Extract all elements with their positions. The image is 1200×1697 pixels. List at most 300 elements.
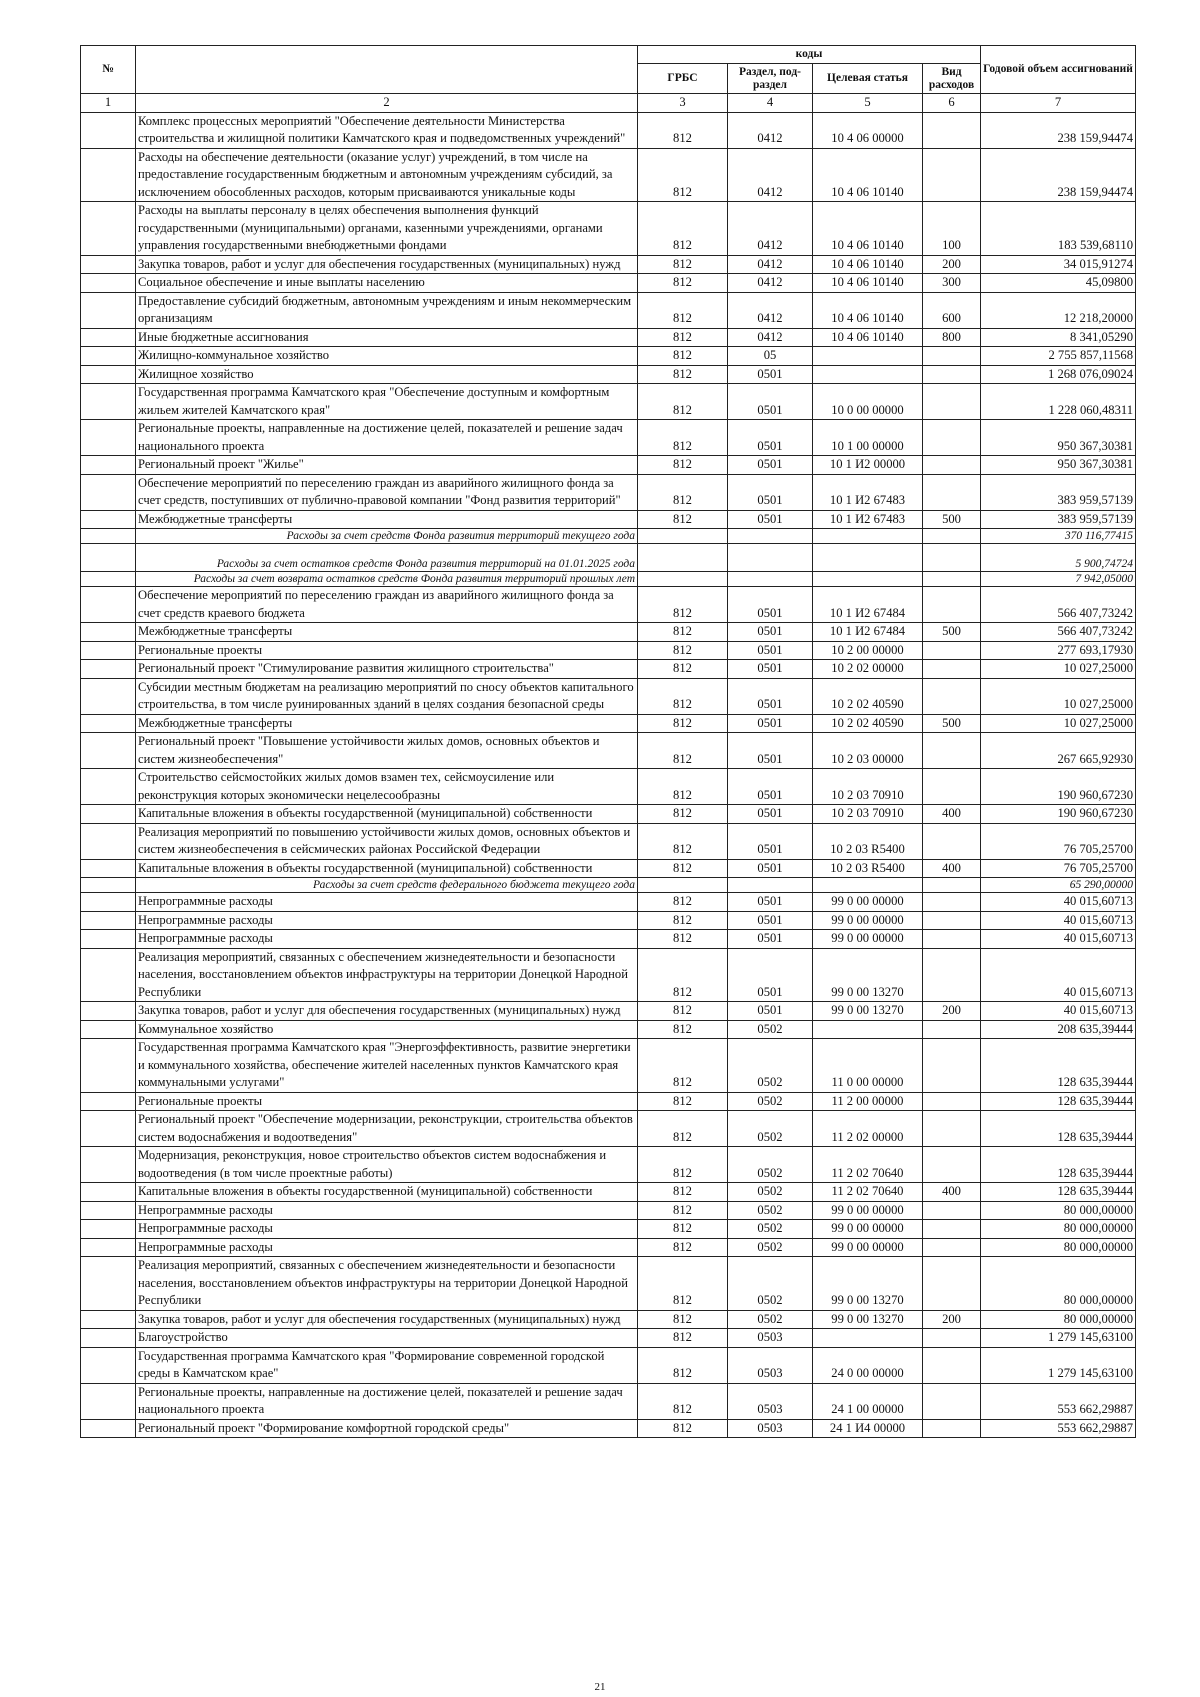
cell-amount: 40 015,60713	[981, 948, 1136, 1002]
cell-no	[81, 678, 136, 714]
cell-target-article	[813, 347, 923, 366]
cell-grbs	[638, 529, 728, 544]
cell-razdel: 0502	[728, 1183, 813, 1202]
cell-expense-type	[923, 544, 981, 572]
cell-expense-type	[923, 893, 981, 912]
table-row	[81, 474, 1136, 510]
cell-razdel: 0501	[728, 733, 813, 769]
cell-name: Благоустройство	[136, 1329, 638, 1348]
cell-no	[81, 893, 136, 912]
cell-amount: 183 539,68110	[981, 202, 1136, 256]
cell-name: Региональный проект "Формирование комфортной городской среды"	[136, 1419, 638, 1438]
cell-razdel: 0503	[728, 1383, 813, 1419]
cell-amount: 383 959,57139	[981, 510, 1136, 529]
cell-target-article: 10 4 06 10140	[813, 148, 923, 202]
cell-no	[81, 1147, 136, 1183]
cell-no	[81, 255, 136, 274]
cell-no	[81, 112, 136, 148]
cell-razdel	[728, 544, 813, 572]
cell-grbs: 812	[638, 420, 728, 456]
table-row	[81, 420, 1136, 456]
table-row	[81, 1092, 1136, 1111]
cell-no	[81, 1201, 136, 1220]
col-codes: коды	[638, 46, 981, 64]
cell-no	[81, 1039, 136, 1093]
cell-target-article: 24 1 И4 00000	[813, 1419, 923, 1438]
table-row	[81, 1147, 1136, 1183]
cell-razdel: 0412	[728, 148, 813, 202]
cell-target-article	[813, 529, 923, 544]
cell-target-article: 10 4 06 10140	[813, 274, 923, 293]
cell-no	[81, 274, 136, 293]
cell-expense-type	[923, 347, 981, 366]
colnum: 3	[638, 94, 728, 113]
cell-target-article: 10 1 И2 67483	[813, 510, 923, 529]
cell-expense-type	[923, 474, 981, 510]
cell-razdel: 0412	[728, 255, 813, 274]
cell-expense-type	[923, 384, 981, 420]
cell-grbs: 812	[638, 365, 728, 384]
cell-name: Капитальные вложения в объекты государственной (муниципальной) собственности	[136, 859, 638, 878]
cell-expense-type	[923, 678, 981, 714]
table-row	[81, 623, 1136, 642]
cell-expense-type	[923, 456, 981, 475]
cell-amount: 370 116,77415	[981, 529, 1136, 544]
cell-name: Расходы за счет возврата остатков средств Фонда развития территорий прошлых лет	[136, 572, 638, 587]
cell-razdel: 0501	[728, 510, 813, 529]
cell-name: Межбюджетные трансферты	[136, 623, 638, 642]
table-row	[81, 769, 1136, 805]
cell-expense-type: 400	[923, 805, 981, 824]
cell-expense-type: 200	[923, 1002, 981, 1021]
cell-razdel: 0502	[728, 1111, 813, 1147]
cell-expense-type	[923, 769, 981, 805]
cell-razdel: 0412	[728, 292, 813, 328]
table-row	[81, 859, 1136, 878]
cell-grbs: 812	[638, 274, 728, 293]
colnum: 6	[923, 94, 981, 113]
cell-grbs: 812	[638, 1201, 728, 1220]
cell-razdel: 0501	[728, 893, 813, 912]
cell-no	[81, 420, 136, 456]
cell-no	[81, 1383, 136, 1419]
cell-target-article	[813, 572, 923, 587]
cell-no	[81, 948, 136, 1002]
cell-expense-type	[923, 572, 981, 587]
cell-amount: 80 000,00000	[981, 1201, 1136, 1220]
cell-expense-type	[923, 420, 981, 456]
cell-no	[81, 1092, 136, 1111]
cell-target-article	[813, 1020, 923, 1039]
cell-target-article: 10 1 И2 67483	[813, 474, 923, 510]
cell-razdel	[728, 529, 813, 544]
table-body	[81, 112, 1136, 1438]
cell-amount: 8 341,05290	[981, 328, 1136, 347]
table-row	[81, 255, 1136, 274]
table-row	[81, 733, 1136, 769]
cell-grbs: 812	[638, 1002, 728, 1021]
cell-razdel: 0502	[728, 1257, 813, 1311]
cell-expense-type	[923, 529, 981, 544]
cell-razdel: 0502	[728, 1201, 813, 1220]
cell-grbs: 812	[638, 1220, 728, 1239]
cell-razdel: 0501	[728, 456, 813, 475]
cell-amount: 40 015,60713	[981, 930, 1136, 949]
cell-no	[81, 1257, 136, 1311]
cell-name: Региональный проект "Жилье"	[136, 456, 638, 475]
cell-no	[81, 1310, 136, 1329]
cell-no	[81, 365, 136, 384]
cell-grbs: 812	[638, 1238, 728, 1257]
cell-razdel: 0502	[728, 1020, 813, 1039]
cell-razdel: 0501	[728, 420, 813, 456]
page-number: 21	[594, 1681, 606, 1693]
cell-name: Жилищное хозяйство	[136, 365, 638, 384]
header-row	[81, 46, 1136, 64]
cell-amount: 383 959,57139	[981, 474, 1136, 510]
cell-name: Региональные проекты, направленные на достижение целей, показателей и решение задач национального проекта	[136, 1383, 638, 1419]
cell-name: Расходы за счет остатков средств Фонда развития территорий на 01.01.2025 года	[136, 544, 638, 572]
col-vr: Вид расходов	[923, 64, 981, 94]
table-row	[81, 1329, 1136, 1348]
cell-no	[81, 328, 136, 347]
cell-grbs: 812	[638, 714, 728, 733]
cell-name: Государственная программа Камчатского края "Обеспечение доступным и комфортным жильем жителей Камчатского края"	[136, 384, 638, 420]
col-cs: Целевая статья	[813, 64, 923, 94]
cell-no	[81, 544, 136, 572]
cell-amount: 128 635,39444	[981, 1111, 1136, 1147]
cell-expense-type	[923, 1147, 981, 1183]
cell-name: Капитальные вложения в объекты государственной (муниципальной) собственности	[136, 805, 638, 824]
cell-razdel: 0502	[728, 1220, 813, 1239]
cell-name: Региональные проекты, направленные на достижение целей, показателей и решение задач национального проекта	[136, 420, 638, 456]
table-row	[81, 1220, 1136, 1239]
cell-razdel: 0501	[728, 365, 813, 384]
table-row	[81, 1347, 1136, 1383]
cell-amount: 277 693,17930	[981, 641, 1136, 660]
cell-grbs: 812	[638, 823, 728, 859]
cell-razdel: 0501	[728, 769, 813, 805]
cell-amount: 80 000,00000	[981, 1220, 1136, 1239]
cell-grbs: 812	[638, 641, 728, 660]
cell-expense-type	[923, 878, 981, 893]
cell-target-article: 99 0 00 00000	[813, 930, 923, 949]
cell-name: Обеспечение мероприятий по переселению граждан из аварийного жилищного фонда за счет средств, поступивших от публично-правовой компании "Фонд развития территорий"	[136, 474, 638, 510]
cell-amount: 2 755 857,11568	[981, 347, 1136, 366]
cell-expense-type: 200	[923, 1310, 981, 1329]
table-row	[81, 948, 1136, 1002]
cell-grbs: 812	[638, 1183, 728, 1202]
cell-target-article: 10 2 02 40590	[813, 714, 923, 733]
cell-name: Закупка товаров, работ и услуг для обеспечения государственных (муниципальных) нужд	[136, 1310, 638, 1329]
cell-expense-type	[923, 587, 981, 623]
cell-razdel: 0501	[728, 660, 813, 679]
cell-no	[81, 769, 136, 805]
cell-no	[81, 733, 136, 769]
table-row	[81, 347, 1136, 366]
cell-no	[81, 1347, 136, 1383]
cell-razdel: 0412	[728, 274, 813, 293]
cell-name: Региональные проекты	[136, 641, 638, 660]
cell-no	[81, 529, 136, 544]
cell-amount: 45,09800	[981, 274, 1136, 293]
cell-name: Коммунальное хозяйство	[136, 1020, 638, 1039]
cell-amount: 190 960,67230	[981, 769, 1136, 805]
cell-no	[81, 587, 136, 623]
cell-no	[81, 384, 136, 420]
cell-grbs: 812	[638, 1383, 728, 1419]
cell-grbs: 812	[638, 948, 728, 1002]
table-row	[81, 148, 1136, 202]
cell-name: Комплекс процессных мероприятий "Обеспечение деятельности Министерства строительства и жилищной политики Камчатского края и подведомственных учреждений"	[136, 112, 638, 148]
cell-name: Региональный проект "Повышение устойчивости жилых домов, основных объектов и систем жизнеобеспечения"	[136, 733, 638, 769]
cell-grbs: 812	[638, 510, 728, 529]
table-row	[81, 544, 1136, 572]
cell-name: Региональный проект "Стимулирование развития жилищного строительства"	[136, 660, 638, 679]
cell-expense-type	[923, 660, 981, 679]
cell-target-article: 10 2 03 00000	[813, 733, 923, 769]
cell-amount: 553 662,29887	[981, 1383, 1136, 1419]
table-row	[81, 202, 1136, 256]
cell-name: Модернизация, реконструкция, новое строительство объектов систем водоснабжения и водоотведения (в том числе проектные работы)	[136, 1147, 638, 1183]
cell-name: Обеспечение мероприятий по переселению граждан из аварийного жилищного фонда за счет средств краевого бюджета	[136, 587, 638, 623]
cell-target-article: 11 2 02 70640	[813, 1147, 923, 1183]
cell-expense-type	[923, 823, 981, 859]
cell-razdel: 0501	[728, 623, 813, 642]
cell-amount: 65 290,00000	[981, 878, 1136, 893]
cell-razdel	[728, 572, 813, 587]
cell-grbs: 812	[638, 1419, 728, 1438]
cell-grbs: 812	[638, 474, 728, 510]
table-row	[81, 456, 1136, 475]
cell-grbs	[638, 878, 728, 893]
colnum: 4	[728, 94, 813, 113]
cell-no	[81, 1238, 136, 1257]
cell-no	[81, 148, 136, 202]
cell-expense-type	[923, 1383, 981, 1419]
cell-no	[81, 1220, 136, 1239]
cell-amount: 12 218,20000	[981, 292, 1136, 328]
cell-target-article: 10 0 00 00000	[813, 384, 923, 420]
cell-grbs: 812	[638, 1147, 728, 1183]
cell-expense-type: 600	[923, 292, 981, 328]
table-row	[81, 292, 1136, 328]
cell-amount: 128 635,39444	[981, 1147, 1136, 1183]
cell-target-article: 99 0 00 00000	[813, 1201, 923, 1220]
cell-grbs: 812	[638, 769, 728, 805]
cell-name: Закупка товаров, работ и услуг для обеспечения государственных (муниципальных) нужд	[136, 255, 638, 274]
table-row	[81, 641, 1136, 660]
cell-no	[81, 1329, 136, 1348]
cell-no	[81, 1111, 136, 1147]
cell-grbs: 812	[638, 1039, 728, 1093]
cell-expense-type	[923, 1201, 981, 1220]
cell-expense-type	[923, 365, 981, 384]
cell-target-article: 11 2 00 00000	[813, 1092, 923, 1111]
table-row	[81, 911, 1136, 930]
cell-grbs: 812	[638, 456, 728, 475]
cell-target-article: 10 2 03 R5400	[813, 859, 923, 878]
cell-razdel: 0501	[728, 911, 813, 930]
cell-name: Непрограммные расходы	[136, 911, 638, 930]
table-row	[81, 1002, 1136, 1021]
cell-expense-type: 500	[923, 623, 981, 642]
cell-amount: 208 635,39444	[981, 1020, 1136, 1039]
cell-amount: 566 407,73242	[981, 587, 1136, 623]
col-razdel: Раздел, под-раздел	[728, 64, 813, 94]
table-row	[81, 510, 1136, 529]
cell-grbs: 812	[638, 148, 728, 202]
cell-target-article: 10 2 02 00000	[813, 660, 923, 679]
cell-razdel: 0501	[728, 714, 813, 733]
cell-no	[81, 660, 136, 679]
cell-target-article: 99 0 00 13270	[813, 1310, 923, 1329]
cell-name: Расходы на выплаты персоналу в целях обеспечения выполнения функций государственными (муниципальными) органами, казенными учреждениями, органами управления государственными внебюджетными фондами	[136, 202, 638, 256]
cell-amount: 553 662,29887	[981, 1419, 1136, 1438]
cell-grbs: 812	[638, 1092, 728, 1111]
cell-no	[81, 292, 136, 328]
cell-grbs: 812	[638, 859, 728, 878]
cell-razdel: 0412	[728, 112, 813, 148]
colnum: 5	[813, 94, 923, 113]
table-row	[81, 384, 1136, 420]
table-row	[81, 587, 1136, 623]
cell-expense-type	[923, 1111, 981, 1147]
cell-grbs: 812	[638, 911, 728, 930]
cell-expense-type: 800	[923, 328, 981, 347]
col-no: №	[81, 46, 136, 94]
cell-target-article: 99 0 00 13270	[813, 948, 923, 1002]
cell-expense-type	[923, 1220, 981, 1239]
cell-name: Предоставление субсидий бюджетным, автономным учреждениям и иным некоммерческим организациям	[136, 292, 638, 328]
cell-name: Региональный проект "Обеспечение модернизации, реконструкции, строительства объектов систем водоснабжения и водоотведения"	[136, 1111, 638, 1147]
cell-amount: 238 159,94474	[981, 148, 1136, 202]
table-row	[81, 1111, 1136, 1147]
cell-amount: 1 279 145,63100	[981, 1329, 1136, 1348]
cell-no	[81, 202, 136, 256]
cell-no	[81, 1002, 136, 1021]
cell-no	[81, 623, 136, 642]
cell-target-article: 10 1 И2 67484	[813, 587, 923, 623]
cell-expense-type	[923, 1419, 981, 1438]
cell-no	[81, 456, 136, 475]
cell-expense-type: 200	[923, 255, 981, 274]
cell-grbs: 812	[638, 1347, 728, 1383]
cell-razdel: 0502	[728, 1039, 813, 1093]
cell-target-article	[813, 878, 923, 893]
table-row	[81, 365, 1136, 384]
cell-grbs: 812	[638, 893, 728, 912]
cell-grbs	[638, 544, 728, 572]
cell-amount: 80 000,00000	[981, 1238, 1136, 1257]
cell-grbs: 812	[638, 328, 728, 347]
cell-amount: 34 015,91274	[981, 255, 1136, 274]
cell-name: Непрограммные расходы	[136, 1238, 638, 1257]
colnum: 1	[81, 94, 136, 113]
cell-amount: 80 000,00000	[981, 1257, 1136, 1311]
cell-target-article: 10 4 06 10140	[813, 292, 923, 328]
cell-target-article: 99 0 00 00000	[813, 893, 923, 912]
cell-amount: 40 015,60713	[981, 911, 1136, 930]
cell-expense-type	[923, 1020, 981, 1039]
cell-no	[81, 347, 136, 366]
cell-target-article: 99 0 00 00000	[813, 1238, 923, 1257]
cell-razdel: 0502	[728, 1092, 813, 1111]
cell-razdel: 0501	[728, 587, 813, 623]
cell-grbs: 812	[638, 660, 728, 679]
table-row	[81, 274, 1136, 293]
cell-grbs: 812	[638, 1020, 728, 1039]
cell-amount: 566 407,73242	[981, 623, 1136, 642]
cell-target-article: 10 2 03 70910	[813, 769, 923, 805]
cell-expense-type	[923, 1238, 981, 1257]
cell-grbs: 812	[638, 587, 728, 623]
cell-no	[81, 714, 136, 733]
cell-grbs: 812	[638, 384, 728, 420]
cell-name: Непрограммные расходы	[136, 1201, 638, 1220]
cell-grbs: 812	[638, 1310, 728, 1329]
column-number-row	[81, 94, 1136, 113]
table-row	[81, 572, 1136, 587]
table-row	[81, 1419, 1136, 1438]
table-row	[81, 1183, 1136, 1202]
cell-target-article: 99 0 00 13270	[813, 1257, 923, 1311]
cell-razdel: 0501	[728, 805, 813, 824]
cell-target-article	[813, 544, 923, 572]
cell-razdel: 0501	[728, 384, 813, 420]
cell-grbs: 812	[638, 202, 728, 256]
col-name	[136, 46, 638, 94]
cell-amount: 1 228 060,48311	[981, 384, 1136, 420]
table-row	[81, 1238, 1136, 1257]
cell-no	[81, 1183, 136, 1202]
cell-razdel: 0501	[728, 823, 813, 859]
table-row	[81, 328, 1136, 347]
cell-grbs: 812	[638, 623, 728, 642]
table-row	[81, 878, 1136, 893]
cell-grbs: 812	[638, 930, 728, 949]
table-row	[81, 930, 1136, 949]
cell-expense-type	[923, 1347, 981, 1383]
cell-expense-type	[923, 641, 981, 660]
cell-grbs: 812	[638, 1111, 728, 1147]
cell-no	[81, 510, 136, 529]
cell-amount: 238 159,94474	[981, 112, 1136, 148]
cell-expense-type	[923, 1039, 981, 1093]
cell-no	[81, 1419, 136, 1438]
cell-expense-type	[923, 733, 981, 769]
cell-name: Межбюджетные трансферты	[136, 714, 638, 733]
cell-razdel: 0501	[728, 948, 813, 1002]
cell-no	[81, 859, 136, 878]
cell-no	[81, 641, 136, 660]
cell-amount: 128 635,39444	[981, 1183, 1136, 1202]
cell-no	[81, 1020, 136, 1039]
cell-target-article: 11 2 02 70640	[813, 1183, 923, 1202]
cell-target-article: 10 2 03 R5400	[813, 823, 923, 859]
cell-amount: 76 705,25700	[981, 823, 1136, 859]
cell-target-article: 24 0 00 00000	[813, 1347, 923, 1383]
cell-name: Реализация мероприятий, связанных с обеспечением жизнедеятельности и безопасности населения, восстановлением объектов инфраструктуры на территории Донецкой Народной Республики	[136, 948, 638, 1002]
table-row	[81, 823, 1136, 859]
table-row	[81, 893, 1136, 912]
cell-amount: 76 705,25700	[981, 859, 1136, 878]
cell-razdel: 0502	[728, 1238, 813, 1257]
cell-amount: 7 942,05000	[981, 572, 1136, 587]
cell-name: Государственная программа Камчатского края "Энергоэффективность, развитие энергетики и коммунального хозяйства, обеспечение жителей населенных пунктов Камчатского края коммунальными услугами"	[136, 1039, 638, 1093]
table-row	[81, 1310, 1136, 1329]
cell-razdel	[728, 878, 813, 893]
